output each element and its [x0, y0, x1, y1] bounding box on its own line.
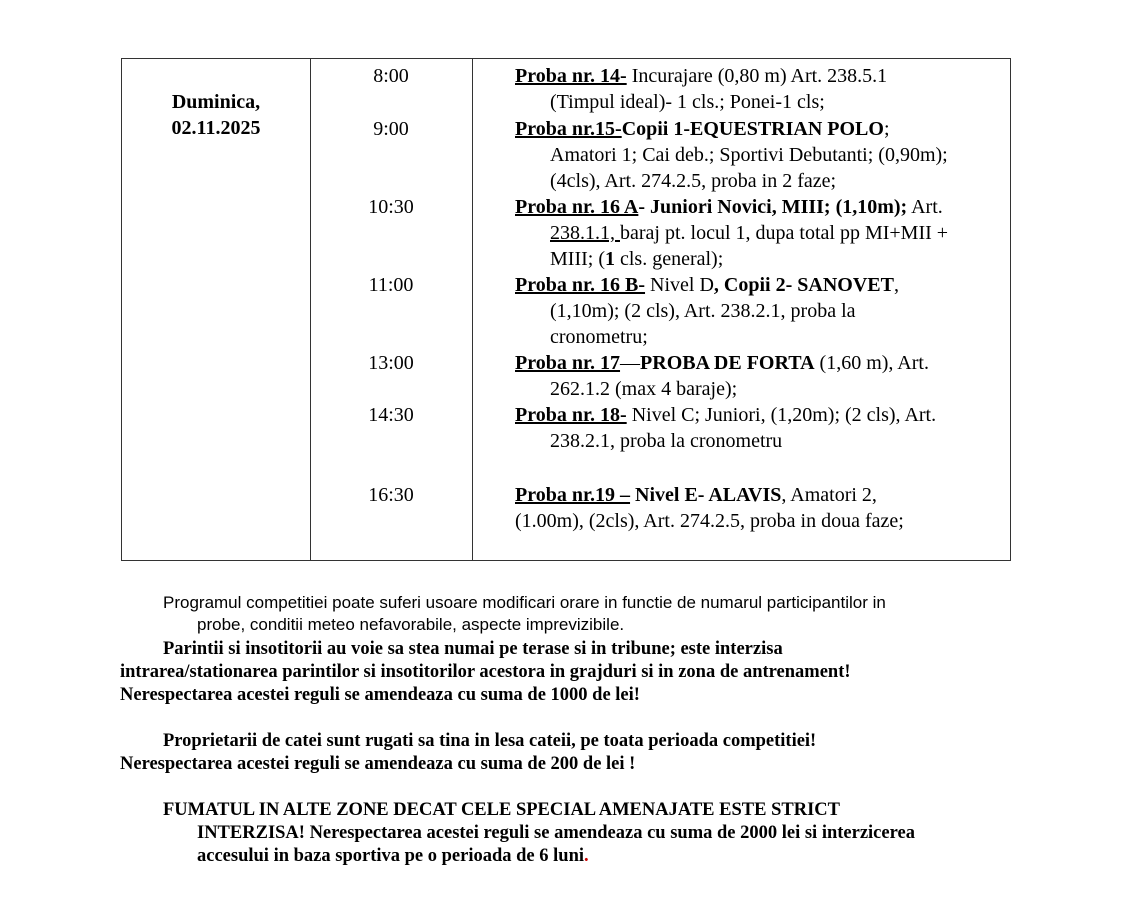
event-line	[515, 482, 1005, 508]
smoking-rule-line2: INTERZISA! Nerespectarea acestei reguli se amendeaza cu suma de 2000 lei si interzicerea	[197, 823, 915, 843]
event-line	[515, 246, 1005, 272]
event-line	[515, 220, 1005, 246]
schedule-table	[121, 58, 1011, 561]
event-text: Nivel E- ALAVIS	[630, 484, 782, 506]
event-line	[515, 194, 1005, 220]
notes-section	[120, 592, 1020, 868]
event-text: , Amatori 2,	[781, 484, 877, 506]
event-title: Proba nr. 18-	[515, 404, 627, 426]
parents-rule-line1: Parintii si insotitorii au voie sa stea numai pe terase si in tribune; este interzisa	[163, 639, 783, 659]
day-cell	[122, 89, 310, 141]
event-text: ,	[893, 274, 899, 296]
event-text: PROBA DE FORTA	[640, 352, 815, 374]
event-line	[515, 428, 1005, 454]
event-description	[515, 63, 1005, 115]
event-line	[515, 376, 1005, 402]
event-text: ;	[883, 118, 890, 140]
time-slot: 13:00	[368, 352, 414, 374]
event-line	[515, 168, 1005, 194]
event-text: - Juniori Novici, MIII; (1,10m);	[638, 196, 908, 218]
event-title: Proba nr.15-	[515, 118, 622, 140]
event-text: (1,60 m), Art.	[814, 352, 929, 374]
event-text: (1.00m), (2cls), Art. 274.2.5, proba in doua faze;	[515, 510, 904, 532]
smoking-rule-line1: FUMATUL IN ALTE ZONE DECAT CELE SPECIAL AMENAJATE ESTE STRICT	[163, 800, 840, 820]
program-note-line1: Programul competitiei poate suferi usoare modificari orare in functie de numarul participantilor in	[163, 593, 886, 612]
event-text: cls. general);	[614, 248, 724, 270]
event-line	[515, 63, 1005, 89]
time-slot: 10:30	[368, 196, 414, 218]
red-period: .	[584, 846, 589, 866]
smoking-rule-text: accesului in baza sportiva pe o perioada de 6 luni	[197, 846, 584, 866]
event-line	[515, 142, 1005, 168]
event-line	[515, 272, 1005, 298]
parents-rule-line2: intrarea/stationarea parintilor si insotitorilor acestora in grajduri si in zona de antrenament!	[120, 662, 851, 682]
event-description	[515, 402, 1005, 454]
time-slot: 8:00	[373, 65, 409, 87]
event-text: (1,10m); (2 cls), Art. 238.2.1, proba la	[550, 300, 856, 322]
event-text: 262.1.2 (max 4 baraje);	[550, 378, 738, 400]
time-slot: 16:30	[368, 484, 414, 506]
event-text: MIII; (	[550, 248, 605, 270]
column-divider	[472, 59, 473, 560]
event-text: 238.2.1, proba la cronometru	[550, 430, 783, 452]
day-date: 02.11.2025	[171, 117, 261, 139]
event-description	[515, 194, 1005, 272]
event-description	[515, 272, 1005, 350]
event-title: Proba nr.19 –	[515, 484, 631, 506]
time-slot: 9:00	[373, 118, 409, 140]
event-text: (4cls), Art. 274.2.5, proba in 2 faze;	[550, 170, 837, 192]
dogs-rule-line: Proprietarii de catei sunt rugati sa tina in lesa cateii, pe toata perioada competitiei!	[163, 731, 817, 751]
event-text: Copii 1-EQUESTRIAN POLO	[621, 118, 884, 140]
time-slot: 11:00	[368, 274, 414, 296]
event-line	[515, 89, 1005, 115]
event-line	[515, 350, 1005, 376]
dogs-fine-line: Nerespectarea acestei reguli se amendeaza cu suma de 200 de lei !	[120, 754, 636, 774]
smoking-rule-line3	[120, 845, 1020, 868]
event-line	[515, 324, 1005, 350]
event-text: Incurajare (0,80 m) Art. 238.5.1	[626, 65, 888, 87]
event-text: Art.	[907, 196, 943, 218]
event-text: cronometru;	[550, 326, 648, 348]
parents-fine-line: Nerespectarea acestei reguli se amendeaza cu suma de 1000 de lei!	[120, 685, 640, 705]
program-note-line2: probe, conditii meteo nefavorabile, aspecte imprevizibile.	[197, 615, 625, 634]
event-text: (Timpul ideal)- 1 cls.; Ponei-1 cls;	[550, 91, 825, 113]
event-title: Proba nr. 14-	[515, 65, 627, 87]
event-line	[515, 298, 1005, 324]
event-text: Nivel D	[645, 274, 714, 296]
event-text: 1	[604, 248, 615, 270]
event-description	[515, 116, 1005, 194]
event-line	[515, 116, 1005, 142]
event-line	[515, 402, 1005, 428]
time-slot: 14:30	[368, 404, 414, 426]
event-title: Proba nr. 16 B-	[515, 274, 646, 296]
event-text: Amatori 1; Cai deb.; Sportivi Debutanti; (0,90m);	[550, 144, 948, 166]
event-description	[515, 350, 1005, 402]
event-line	[515, 508, 1005, 534]
event-title: Proba nr. 16 A	[515, 196, 639, 218]
event-title: Proba nr. 17	[515, 352, 621, 374]
event-description	[515, 482, 1005, 534]
event-text: baraj pt. locul 1, dupa total pp MI+MII +	[620, 222, 949, 244]
event-title: 238.1.1,	[550, 222, 620, 244]
event-text: Nivel C; Juniori, (1,20m); (2 cls), Art.	[626, 404, 937, 426]
day-name: Duminica,	[171, 91, 261, 113]
event-text: , Copii 2- SANOVET	[713, 274, 894, 296]
event-text: —	[620, 352, 641, 374]
